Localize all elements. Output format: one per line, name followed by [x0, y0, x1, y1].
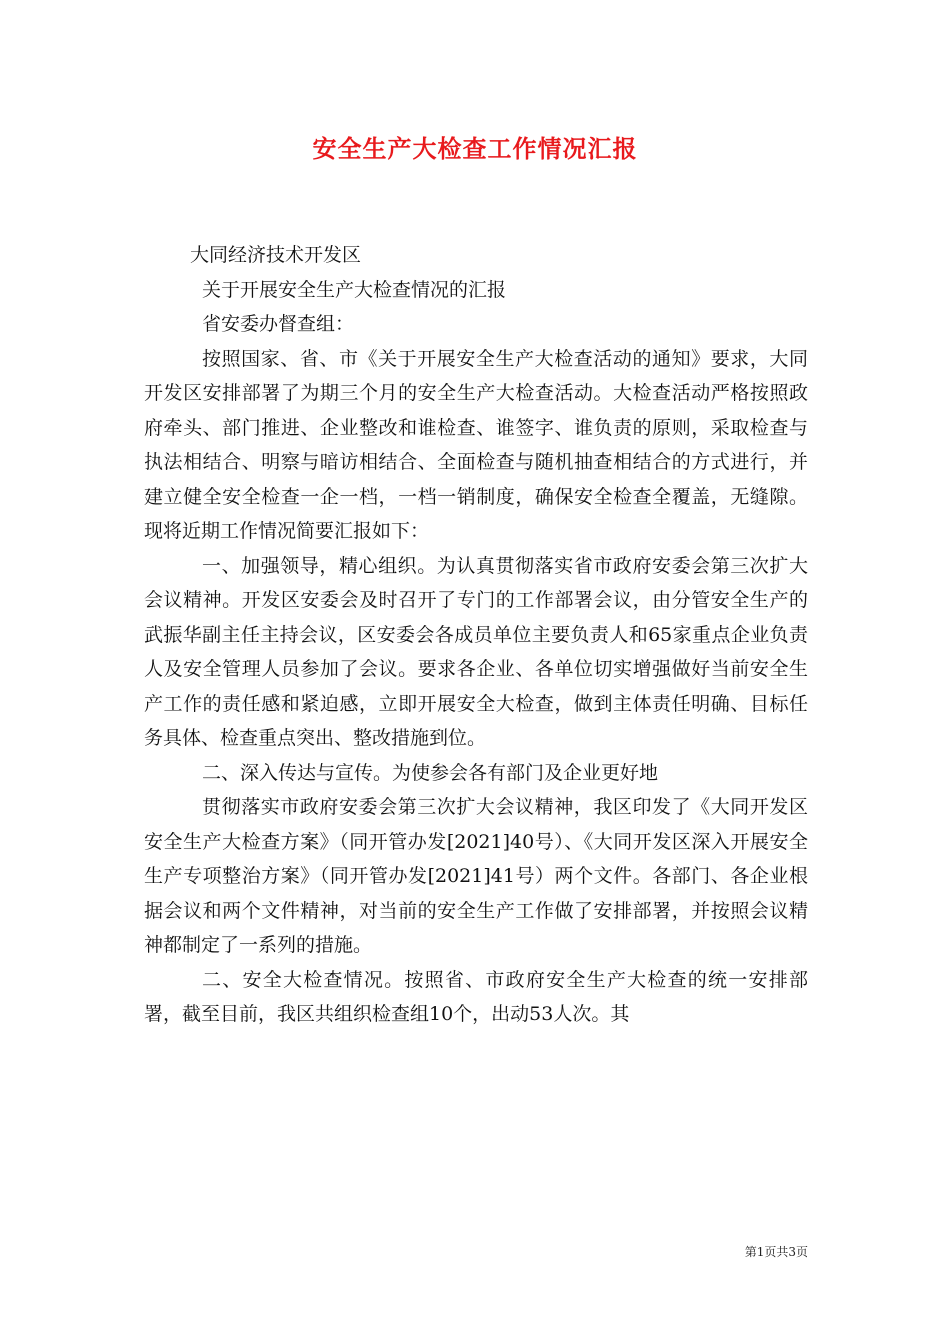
document-title: 安全生产大检查工作情况汇报 [312, 134, 638, 163]
paragraph-section-3: 二、安全大检查情况。按照省、市政府安全生产大检查的统一安排部署，截至目前，我区共组织检查组10个，出动53人次。其 [144, 968, 808, 1025]
recipient-org: 大同经济技术开发区 [190, 244, 362, 266]
paragraph-section-2-body: 贯彻落实市政府安委会第三次扩大会议精神，我区印发了《大同开发区安全生产大检查方案》（同开管办发[2021]40号）、《大同开发区深入开展安全生产专项整治方案》（同开管办发[2021]41号）两个文件。各部门、各企业根据会议和两个文件精神，对当前的安全生产工作做了安排部署，并按照会议精神都制定了一系列的措施。 [144, 796, 808, 956]
report-subtitle: 关于开展安全生产大检查情况的汇报 [202, 278, 507, 301]
paragraph-section-2-heading: 二、深入传达与宣传。为使参会各有部门及企业更好地 [202, 761, 659, 784]
paragraph-section-1: 一、加强领导，精心组织。为认真贯彻落实省市政府安委会第三次扩大会议精神。开发区安委会及时召开了专门的工作部署会议，由分管安全生产的武振华副主任主持会议，区安委会各成员单位主要负责人和65家重点企业负责人及安全管理人员参加了会议。要求各企业、各单位切实增强做好当前安全生产工作的责任感和紧迫感，立即开展安全大检查，做到主体责任明确、目标任务具体、检查重点突出、整改措施到位。 [144, 554, 808, 749]
paragraph-intro: 按照国家、省、市《关于开展安全生产大检查活动的通知》要求，大同开发区安排部署了为期三个月的安全生产大检查活动。大检查活动严格按照政府牵头、部门推进、企业整改和谁检查、谁签字、谁负责的原则，采取检查与执法相结合、明察与暗访相结合、全面检查与随机抽查相结合的方式进行，并建立健全安全检查一企一档，一档一销制度，确保安全检查全覆盖，无缝隙。现将近期工作情况简要汇报如下： [144, 347, 808, 542]
document-body [144, 238, 808, 1032]
addressee: 省安委办督查组： [202, 313, 355, 335]
page-number: 第1页共3页 [744, 1245, 808, 1259]
